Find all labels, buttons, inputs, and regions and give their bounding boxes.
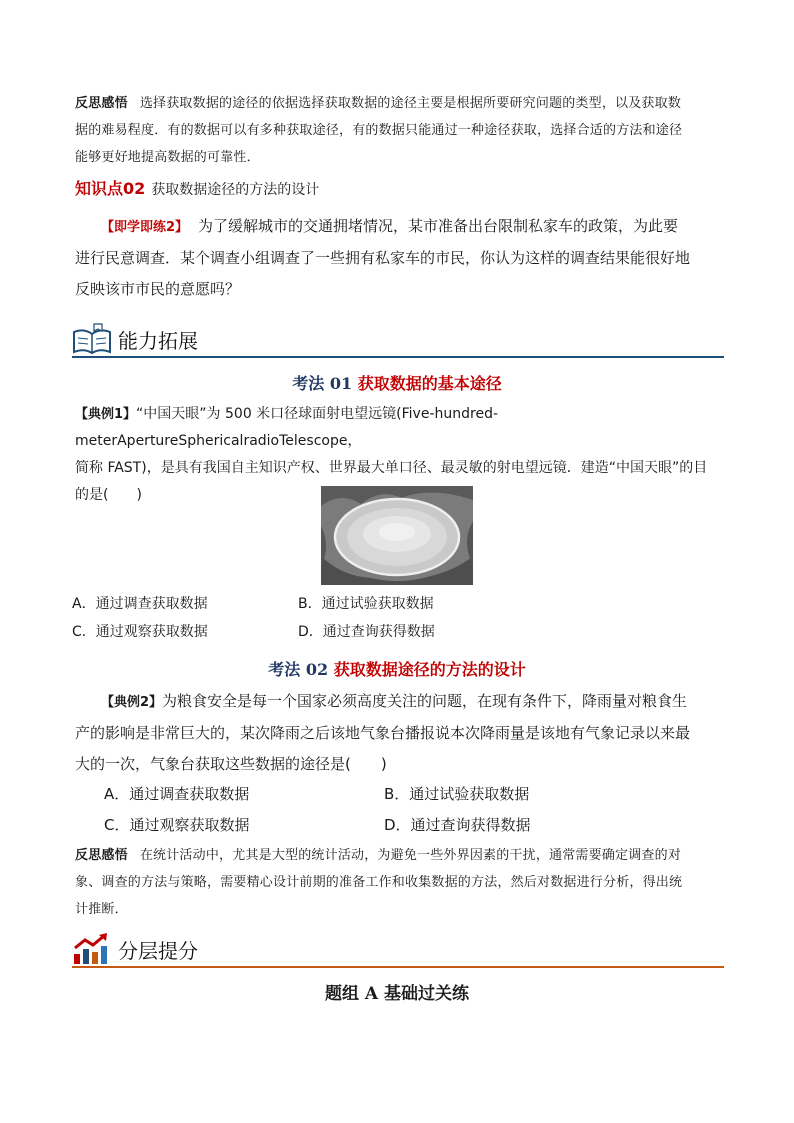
reflection-line: 选择获取数据的途径的依据选择获取数据的途径主要是根据所要研究问题的类型，以及获取数 xyxy=(139,96,682,111)
method-number: 考法 01 xyxy=(292,374,353,393)
telescope-photo xyxy=(321,486,473,585)
option-d: D．通过查询获得数据 xyxy=(384,816,531,834)
section-title: 分层提分 xyxy=(118,939,198,963)
option-c: C．通过观察获取数据 xyxy=(72,624,208,640)
option-a: A．通过调查获取数据 xyxy=(104,785,250,803)
practice-line: 反映该市市民的意愿吗？ xyxy=(75,280,241,298)
practice-block xyxy=(75,211,725,305)
practice-bracket: 【即学即练2】 xyxy=(101,220,189,235)
section-rule xyxy=(72,966,724,968)
group-title: 题组 A 基础过关练 xyxy=(324,984,470,1004)
section-header-layered xyxy=(72,928,724,968)
section-rule xyxy=(72,356,724,358)
method-title-1 xyxy=(0,371,794,394)
option-c: C．通过观察获取数据 xyxy=(104,816,250,834)
method-title-2 xyxy=(0,657,794,680)
section-title: 能力拓展 xyxy=(118,329,198,353)
method-text: 获取数据的基本途径 xyxy=(357,374,502,393)
reflection-line: 据的难易程度．有的数据可以有多种获取途径，有的数据只能通过一种途径获取，选择合适的方法和途径 xyxy=(75,123,683,138)
method-text: 获取数据途径的方法的设计 xyxy=(333,660,526,679)
example-line: 产的影响是非常巨大的，某次降雨之后该地气象台播报说本次降雨量是该地有气象记录以来最 xyxy=(75,724,691,742)
option-b: B．通过试验获取数据 xyxy=(384,785,530,803)
chart-arrow-icon xyxy=(72,932,112,966)
reflection-tag: 反思感悟 xyxy=(75,848,128,863)
example-line: 大的一次，气象台获取这些数据的途径是( ) xyxy=(75,755,387,773)
method-number: 考法 02 xyxy=(268,660,329,679)
section-header-ability xyxy=(72,318,724,358)
option-a: A．通过调查获取数据 xyxy=(72,596,208,612)
reflection-block-1 xyxy=(75,90,725,171)
example-line: 的是( ) xyxy=(75,487,142,503)
option-b: B．通过试验获取数据 xyxy=(298,596,434,612)
practice-line: 进行民意调查．某个调查小组调查了一些拥有私家车的市民，你认为这样的调查结果能很好地 xyxy=(75,249,691,267)
knowledge-point-heading xyxy=(75,176,319,199)
reflection-line: 象、调查的方法与策略，需要精心设计前期的准备工作和收集数据的方法，然后对数据进行分析，得出统 xyxy=(75,875,683,890)
practice-line: 为了缓解城市的交通拥堵情况，某市准备出台限制私家车的政策，为此要 xyxy=(198,217,679,235)
reflection-line: 在统计活动中，尤其是大型的统计活动，为避免一些外界因素的干扰，通常需要确定调查的对 xyxy=(139,848,682,863)
example-line: 简称 FAST)，是具有我国自主知识产权、世界最大单口径、最灵敏的射电望远镜．建造“中国天眼”的目 xyxy=(75,460,708,476)
knowledge-point-title: 获取数据途径的方法的设计 xyxy=(151,182,320,198)
example-bracket: 【典例1】 xyxy=(75,407,137,422)
example-block-2 xyxy=(75,686,725,780)
option-d: D．通过查询获得数据 xyxy=(298,624,435,640)
reflection-block-2 xyxy=(75,842,725,923)
example-line: 为粮食安全是每一个国家必须高度关注的问题，在现有条件下，降雨量对粮食生 xyxy=(162,692,688,710)
example-line: “中国天眼”为 500 米口径球面射电望远镜(Five-hundred-meterApertureSphericalradioTelescope， xyxy=(75,406,499,449)
knowledge-point-label: 知识点02 xyxy=(75,179,146,198)
example-bracket: 【典例2】 xyxy=(101,695,163,710)
book-icon xyxy=(72,322,112,356)
reflection-tag: 反思感悟 xyxy=(75,96,128,111)
reflection-line: 计推断． xyxy=(75,902,128,917)
reflection-line: 能够更好地提高数据的可靠性． xyxy=(75,150,260,165)
